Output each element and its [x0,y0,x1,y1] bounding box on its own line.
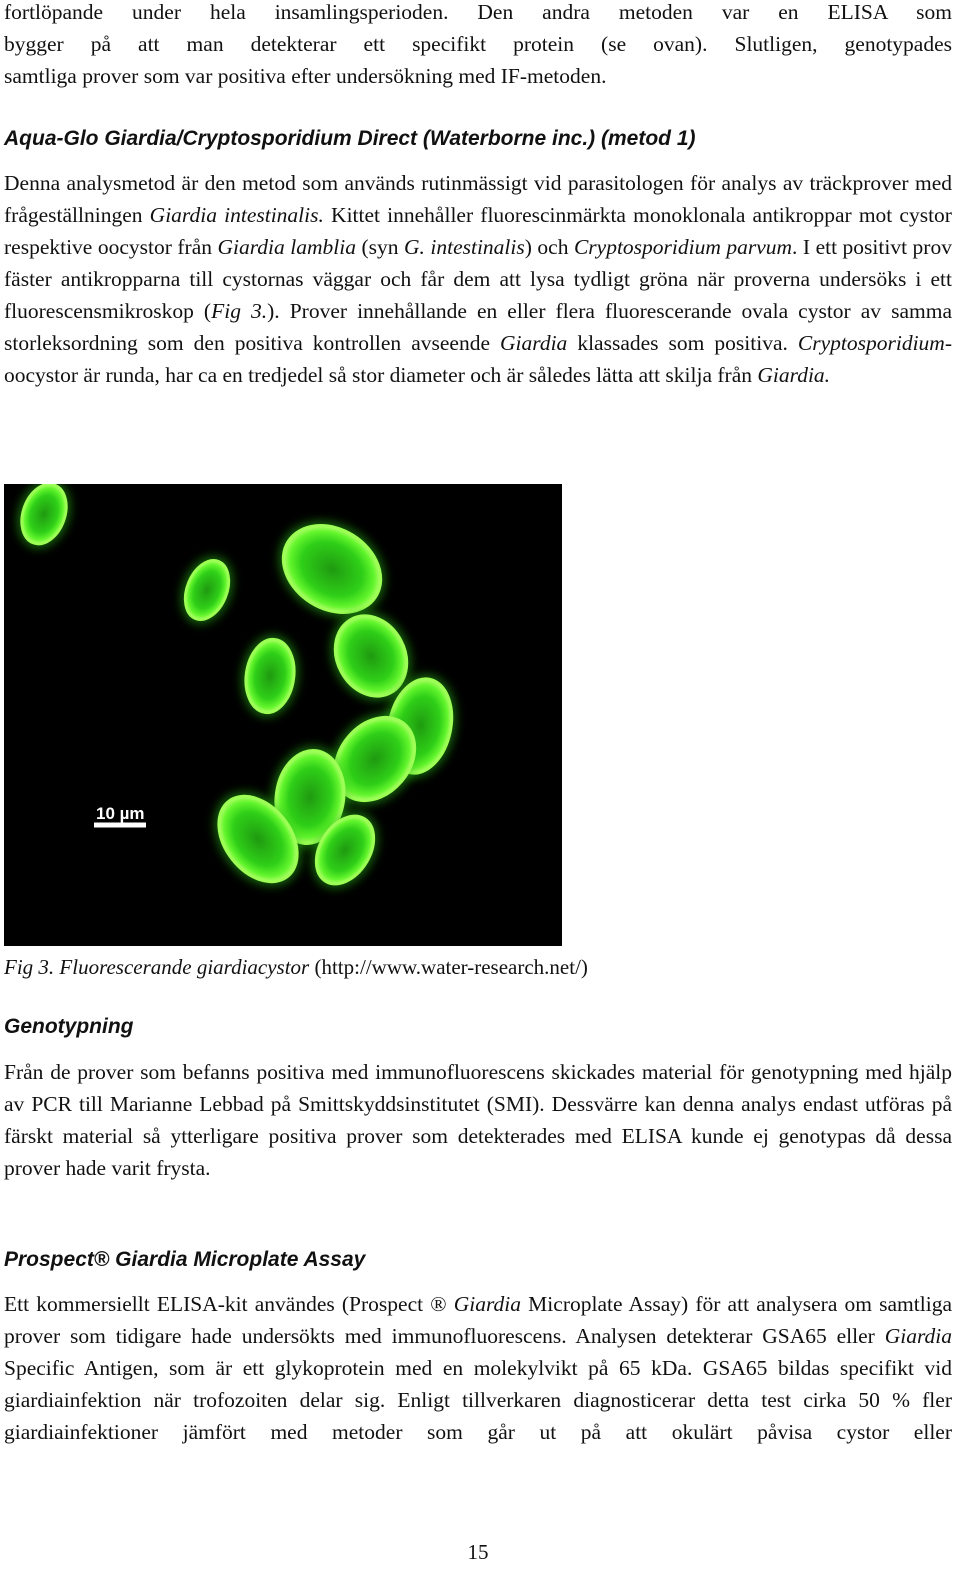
italic-term: Giardia [453,1292,522,1316]
section-heading-aquaglo: Aqua-Glo Giardia/Cryptosporidium Direct (Waterborne inc.) (metod 1) [4,127,696,150]
top-line-3: samtliga prover som var positiva efter undersökning med IF-metoden. [4,64,607,88]
text: -oocystor är runda, har ca en tredjedel så stor diameter och är således lätta att skilja från [4,331,953,387]
text: Ett kommersiellt ELISA-kit användes (Prospect ® [4,1292,454,1316]
scale-bar-label: 10 µm [96,804,145,823]
text: ). Prover innehållande en eller flera fluorescerande ovala cystor av samma storleksordning som den positiva kontrollen avseende [4,299,952,355]
giardia-cyst [14,484,75,550]
caption-source-link[interactable]: (http://www.water-research.net/) [309,955,588,979]
page-number: 15 [467,1540,489,1564]
cyst-group [9,484,466,903]
top-paragraph [4,0,952,92]
italic-term: Giardia [884,1324,952,1348]
top-line-1: fortlöpande under hela insamlingsperioden. Den andra metoden var en ELISA som [4,0,952,24]
section-heading-prospect: Prospect® Giardia Microplate Assay [4,1248,366,1271]
fluorescence-micrograph [4,484,562,946]
paragraph-genotypning: Från de prover som befanns positiva med immunofluorescens skickades material för genotypning med hjälp av PCR till Marianne Lebbad på Smittskyddsinstitutet (SMI). Dessvärre kan denna analys endast utföras på färskt material så ytterligare positiva prover som detekterades med ELISA kunde ej genotypas då dessa prover hade varit frysta. [4,1060,952,1180]
italic-term: G. intestinalis [403,235,525,259]
text: ) och [524,235,574,259]
text: Microplate Assay) för att analysera om samtliga prover som tidigare hade undersökts med immunofluorescens. Analysen detekterar GSA65 eller [4,1292,952,1348]
text: Kittet innehåller fluorescinmärkta monoklonala antikroppar mot cystor respektive oocystor från [4,203,952,259]
italic-term: Cryptosporidium parvum [573,235,793,259]
giardia-cyst [267,508,398,631]
section-heading-genotypning: Genotypning [4,1015,134,1038]
figure-caption [4,952,588,982]
text: (syn [355,235,404,259]
text: Specific Antigen, som är ett glykoprotein med en molekylvikt på 65 kDa. GSA65 bildas specifikt vid giardiainfektion när trofozoiten delar sig. Enligt tillverkaren diagnosticerar detta test cirka 50 % fler giardiainfektioner jämfört med metoder som går ut på att okulärt påvisa cystor eller [4,1356,952,1444]
italic-term: Cryptosporidium [797,331,945,355]
paragraph-aquaglo [4,167,952,391]
text: klassades som positiva. [567,331,798,355]
italic-term: Giardia. [757,363,831,387]
top-line-2: bygger på att man detekterar ett specifikt protein (se ovan). Slutligen, genotypades [4,32,952,56]
text: . I ett positivt prov fäster antikropparna till cystornas väggar och får dem att lysa tydligt gröna när proverna undersöks i ett fluorescensmikroskop ( [4,235,952,323]
caption-text: Fig 3. Fluorescerande giardiacystor [4,955,310,979]
italic-term: Giardia lamblia [217,235,356,259]
text: Denna analysmetod är den metod som används rutinmässigt vid parasitologen för analys av träckprover med frågeställningen [4,171,952,227]
figure-reference: Fig 3. [211,299,268,323]
italic-term: Giardia [500,331,568,355]
paragraph-prospect [4,1288,952,1448]
italic-term: Giardia intestinalis. [149,203,324,227]
micrograph-image [4,484,562,946]
